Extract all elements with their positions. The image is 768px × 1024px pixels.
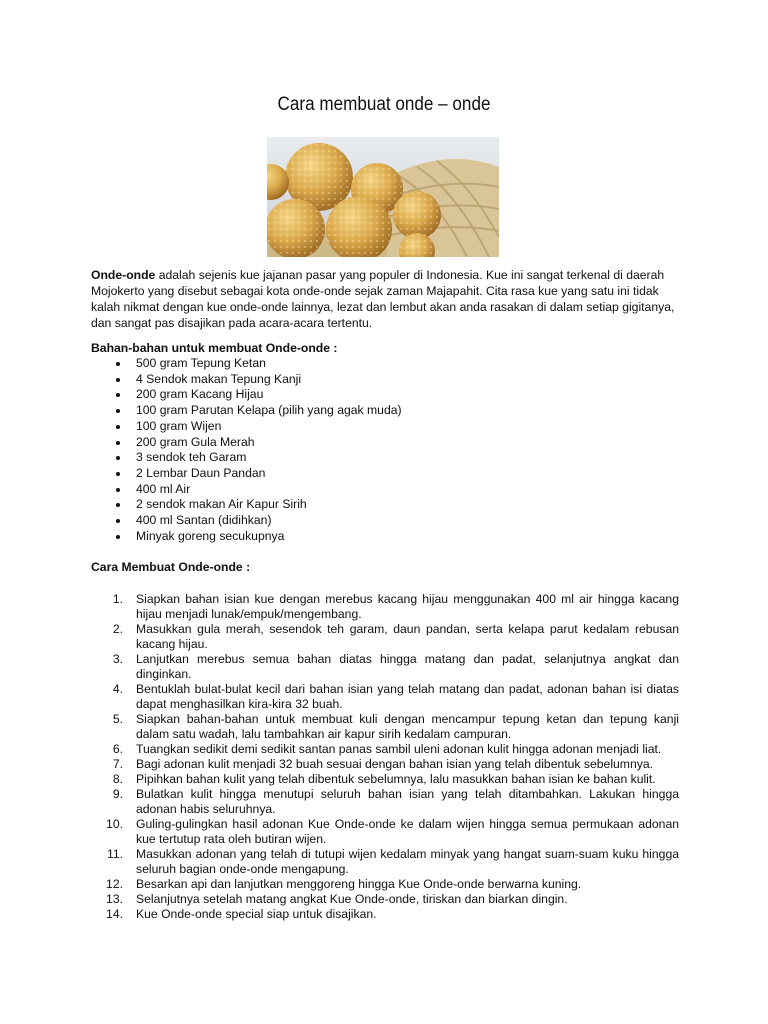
list-item: 2 Lembar Daun Pandan bbox=[91, 466, 681, 482]
list-item: 100 gram Parutan Kelapa (pilih yang agak muda) bbox=[91, 403, 681, 419]
intro-paragraph bbox=[91, 267, 681, 331]
list-item: 200 gram Kacang Hijau bbox=[91, 387, 681, 403]
step-item bbox=[91, 682, 679, 712]
step-item bbox=[91, 622, 679, 652]
step-item bbox=[91, 592, 679, 622]
step-number: 1. bbox=[112, 592, 123, 606]
intro-lead: Onde-onde bbox=[91, 268, 156, 282]
ingredients-heading: Bahan-bahan untuk membuat Onde-onde : bbox=[91, 341, 338, 355]
step-text: Kue Onde-onde special siap untuk disajikan. bbox=[136, 907, 377, 921]
step-number: 13. bbox=[106, 892, 123, 906]
step-item bbox=[91, 907, 679, 922]
step-text: Masukkan adonan yang telah di tutupi wijen kedalam minyak yang hangat suam-suam kuku hingga seluruh bagian onde-onde mengapung. bbox=[136, 847, 679, 876]
step-number: 11. bbox=[106, 847, 123, 861]
step-item bbox=[91, 787, 679, 817]
step-text: Besarkan api dan lanjutkan menggoreng hingga Kue Onde-onde berwarna kuning. bbox=[136, 877, 582, 891]
step-item bbox=[91, 892, 679, 907]
ingredients-list bbox=[91, 356, 681, 544]
list-item: 100 gram Wijen bbox=[91, 419, 681, 435]
list-item: 4 Sendok makan Tepung Kanji bbox=[91, 372, 681, 388]
step-number: 8. bbox=[112, 772, 123, 786]
step-item bbox=[91, 772, 679, 787]
step-item bbox=[91, 757, 679, 772]
step-text: Siapkan bahan-bahan untuk membuat kuli dengan mencampur tepung ketan dan tepung kanji dalam satu wadah, lalu tambahkan air kapur sirih kedalam campuran. bbox=[136, 712, 679, 741]
step-number: 5. bbox=[112, 712, 123, 726]
step-text: Bulatkan kulit hingga menutupi seluruh bahan isian yang telah ditambahkan. Lakukan hingga adonan habis seluruhnya. bbox=[136, 787, 679, 816]
list-item: 2 sendok makan Air Kapur Sirih bbox=[91, 497, 681, 513]
step-text: Guling-gulingkan hasil adonan Kue Onde-onde ke dalam wijen hingga semua permukaan adonan kue tertutup rata oleh butiran wijen. bbox=[136, 817, 679, 846]
step-number: 6. bbox=[112, 742, 123, 756]
intro-text: adalah sejenis kue jajanan pasar yang populer di Indonesia. Kue ini sangat terkenal di daerah Mojokerto yang disebut sebagai kota onde-onde sejak zaman Majapahit. Cita rasa kue yang satu ini tidak kalah nikmat dengan kue onde-onde lainnya, lezat dan lembut akan anda rasakan di dalam setiap gigitanya, dan sangat pas disajikan pada acara-acara tertentu. bbox=[91, 268, 675, 330]
step-number: 10. bbox=[106, 817, 123, 831]
step-text: Tuangkan sedikit demi sedikit santan panas sambil uleni adonan kulit hingga adonan menjadi liat. bbox=[136, 742, 662, 756]
onde-onde-photo bbox=[267, 137, 499, 257]
list-item: Minyak goreng secukupnya bbox=[91, 529, 681, 545]
page-title: Cara membuat onde – onde bbox=[277, 94, 491, 115]
step-item bbox=[91, 877, 679, 892]
list-item: 400 ml Air bbox=[91, 482, 681, 498]
step-item bbox=[91, 712, 679, 742]
step-text: Siapkan bahan isian kue dengan merebus kacang hijau menggunakan 400 ml air hingga kacang hijau menjadi lunak/empuk/mengembang. bbox=[136, 592, 679, 621]
step-text: Bentuklah bulat-bulat kecil dari bahan isian yang telah matang dan padat, adonan bahan isi diatas dapat menghasilkan kira-kira 32 buah. bbox=[136, 682, 679, 711]
step-item bbox=[91, 847, 679, 877]
step-number: 4. bbox=[112, 682, 123, 696]
step-item bbox=[91, 817, 679, 847]
list-item: 200 gram Gula Merah bbox=[91, 435, 681, 451]
step-number: 7. bbox=[112, 757, 123, 771]
step-number: 12. bbox=[106, 877, 123, 891]
steps-heading: Cara Membuat Onde-onde : bbox=[91, 560, 251, 574]
step-number: 9. bbox=[112, 787, 123, 801]
step-item bbox=[91, 742, 679, 757]
steps-list bbox=[91, 592, 679, 922]
step-text: Bagi adonan kulit menjadi 32 buah sesuai dengan bahan isian yang telah dibentuk sebelumnya. bbox=[136, 757, 653, 771]
list-item: 400 ml Santan (didihkan) bbox=[91, 513, 681, 529]
list-item: 500 gram Tepung Ketan bbox=[91, 356, 681, 372]
step-item bbox=[91, 652, 679, 682]
step-number: 14. bbox=[106, 907, 123, 921]
step-text: Selanjutnya setelah matang angkat Kue Onde-onde, tiriskan dan biarkan dingin. bbox=[136, 892, 568, 906]
step-number: 2. bbox=[112, 622, 123, 636]
step-text: Pipihkan bahan kulit yang telah dibentuk sebelumnya, lalu masukkan bahan isian ke bahan kulit. bbox=[136, 772, 656, 786]
list-item: 3 sendok teh Garam bbox=[91, 450, 681, 466]
step-text: Masukkan gula merah, sesendok teh garam, daun pandan, serta kelapa parut kedalam rebusan kacang hijau. bbox=[136, 622, 679, 651]
step-text: Lanjutkan merebus semua bahan diatas hingga matang dan padat, selanjutnya angkat dan dinginkan. bbox=[136, 652, 679, 681]
step-number: 3. bbox=[112, 652, 123, 666]
